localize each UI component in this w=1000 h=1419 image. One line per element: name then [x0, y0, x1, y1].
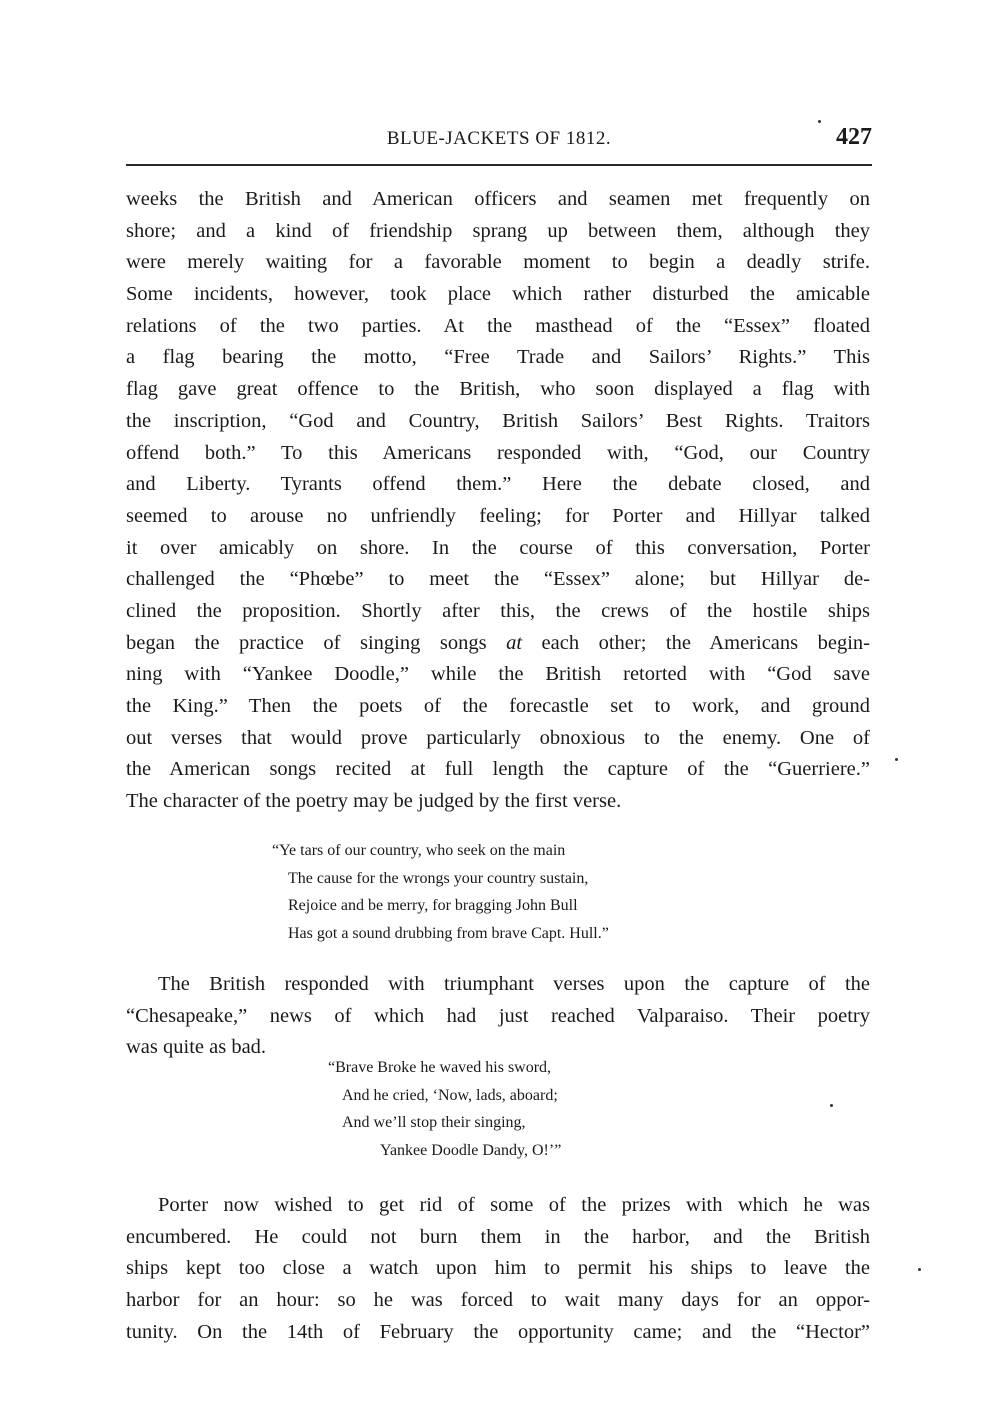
text-line: relations of the two parties. At the masthead of the “Essex” floated — [126, 314, 870, 337]
text-line: was quite as bad. — [126, 1036, 267, 1059]
text-line: ships kept too close a watch upon him to permit his ships to leave the — [126, 1257, 870, 1280]
text-line: offend both.” To this Americans responded with, “God, our Country — [126, 441, 870, 464]
emphasized-word: at — [506, 631, 523, 654]
text-line: encumbered. He could not burn them in the harbor, and the British — [126, 1225, 870, 1248]
verse-line: Rejoice and be merry, for bragging John Bull — [288, 897, 578, 914]
verse-block-1 — [272, 837, 609, 947]
text-line: and Liberty. Tyrants offend them.” Here the debate closed, and — [126, 473, 870, 496]
text-line: Porter now wished to get rid of some of the prizes with which he was — [158, 1194, 870, 1216]
text-segment: each other; the Americans begin- — [541, 631, 870, 654]
text-line: shore; and a kind of friendship sprang up between them, although they — [126, 219, 870, 242]
text-line: “Chesapeake,” news of which had just reached Valparaiso. Their poetry — [126, 1004, 870, 1027]
text-line: it over amicably on shore. In the course of this conversation, Porter — [126, 536, 870, 559]
text-line: the inscription, “God and Country, British Sailors’ Best Rights. Traitors — [126, 409, 870, 432]
text-line: a flag bearing the motto, “Free Trade and Sailors’ Rights.” This — [126, 346, 870, 369]
text-line: challenged the “Phœbe” to meet the “Essex” alone; but Hillyar de- — [126, 568, 870, 591]
verse-line: Has got a sound drubbing from brave Capt. Hull.” — [288, 924, 609, 942]
verse-line: “Brave Broke he waved his sword, — [328, 1059, 552, 1076]
print-speck — [818, 120, 821, 123]
text-line: weeks the British and American officers and seamen met frequently on — [126, 188, 870, 210]
text-segment: began the practice of singing songs — [126, 631, 507, 654]
paragraph-2 — [126, 969, 870, 1064]
text-line: were merely waiting for a favorable moment to begin a deadly strife. — [126, 251, 870, 274]
running-head — [126, 124, 872, 154]
print-speck — [830, 1104, 833, 1107]
text-line: seemed to arouse no unfriendly feeling; for Porter and Hillyar talked — [126, 504, 870, 527]
verse-line: “Ye tars of our country, who seek on the main — [272, 842, 566, 859]
text-line: the King.” Then the poets of the forecastle set to work, and ground — [126, 695, 870, 717]
text-line-with-emphasis — [126, 628, 870, 660]
verse-line: Yankee Doodle Dandy, O!’” — [380, 1141, 562, 1159]
text-line: The character of the poetry may be judged by the first verse. — [126, 790, 622, 813]
paragraph-1 — [126, 184, 870, 818]
verse-line: And he cried, ‘Now, lads, aboard; — [342, 1086, 558, 1104]
verse-line: The cause for the wrongs your country sustain, — [288, 869, 589, 887]
page-number: 427 — [836, 124, 872, 150]
text-line: harbor for an hour: so he was forced to wait many days for an oppor- — [126, 1289, 870, 1312]
text-line: Some incidents, however, took place which rather disturbed the amicable — [126, 283, 870, 306]
text-line: The British responded with triumphant verses upon the capture of the — [158, 973, 870, 995]
print-speck — [918, 1268, 921, 1271]
verse-line: And we’ll stop their singing, — [342, 1114, 526, 1131]
print-speck — [895, 758, 898, 761]
verse-block-2 — [328, 1054, 561, 1164]
text-line: clined the proposition. Shortly after this, the crews of the hostile ships — [126, 599, 870, 622]
text-line: flag gave great offence to the British, who soon displayed a flag with — [126, 378, 870, 401]
running-title: BLUE-JACKETS OF 1812. — [386, 128, 612, 149]
header-rule — [126, 164, 872, 166]
paragraph-3 — [126, 1190, 870, 1348]
text-line: ning with “Yankee Doodle,” while the British retorted with “God save — [126, 663, 870, 686]
text-line: tunity. On the 14th of February the opportunity came; and the “Hector” — [126, 1320, 870, 1343]
text-line: the American songs recited at full length the capture of the “Guerriere.” — [126, 758, 870, 781]
text-line: out verses that would prove particularly obnoxious to the enemy. One of — [126, 726, 870, 749]
